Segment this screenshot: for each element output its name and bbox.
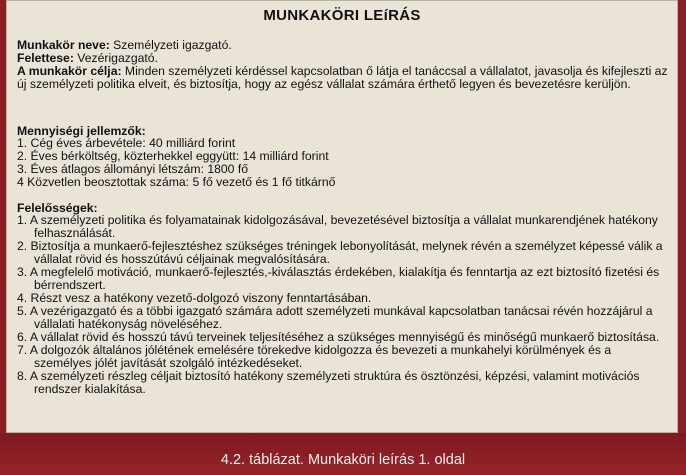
superior-label: Felettese: <box>17 51 74 65</box>
job-description-panel <box>6 0 678 433</box>
responsibility-item: 3. A megfelelő motiváció, munkaerő-fejlesztés,-kiválasztás érdekében, kialakítja és fenntartja az ezt biztosító fizetési és bérrendszert. <box>17 265 660 292</box>
superior-value: Vezérigazgató. <box>73 51 158 65</box>
quantitative-item: 3. Éves átlagos állományi létszám: 1800 fő <box>17 162 249 176</box>
purpose-value: Minden személyzeti kérdéssel kapcsolatban ő látja el tanáccsal a vállalatot, javasolja és kifejleszti az új személyzeti politika elveit, és biztosítja, hogy az egész vállalat számára érthető legyen és bevezetésre kerüljön. <box>17 64 668 92</box>
responsibility-item: 6. A vállalat rövid és hosszú távú terveinek teljesítéséhez a szükséges mennyiségű és minőségű munkaerő biztosítása. <box>17 330 660 344</box>
responsibilities-heading: Felelősségek: <box>17 201 98 215</box>
document-title: MUNKAKÖRI LEíRÁS <box>263 7 421 24</box>
responsibility-item: 4. Részt vesz a hatékony vezető-dolgozó viszony fenntartásában. <box>17 291 372 305</box>
job-title-value: Személyzeti igazgató. <box>109 38 232 52</box>
quantitative-heading: Mennyiségi jellemzők: <box>17 124 146 138</box>
purpose-label: A munkakör célja: <box>17 64 122 78</box>
job-title-label: Munkakör neve: <box>17 38 110 52</box>
responsibility-item: 1. A személyzeti politika és folyamatainak kidolgozásával, bevezetésével biztosítja a vállalat munkarendjének hatékony felhasználását. <box>17 213 658 240</box>
responsibility-item: 8. A személyzeti részleg céljait biztosító hatékony személyzeti struktúra és ösztönzési, képzési, valamint motivációs rendszer kialakítása. <box>17 369 640 396</box>
quantitative-item: 4 Közvetlen beosztottak száma: 5 fő vezető és 1 fő titkárnő <box>17 175 336 189</box>
purpose-paragraph <box>17 65 669 91</box>
responsibility-item: 2. Biztosítja a munkaerő-fejlesztéshez szükséges tréningek lebonyolítását, melynek révén a személyzet képessé válik a vállalat rövid és hosszútávú céljainak megvalósítására. <box>17 239 663 266</box>
responsibility-item: 5. A vezérigazgató és a többi igazgató számára adott személyzeti munkával kapcsolatban tanácsai révén hozzájárul a vállalati hatékonyság növeléséhez. <box>17 304 653 331</box>
quantitative-item: 2. Éves bérköltség, közterhekkel eggyütt: 14 milliárd forint <box>17 149 329 163</box>
responsibilities-list <box>17 214 669 396</box>
responsibility-item: 7. A dolgozók általános jólétének emelésére törekedve kidolgozza és bevezeti a munkahelyi körülmények és a személyes jólét javítását szolgáló intézkedéseket. <box>17 343 612 370</box>
quantitative-item: 1. Cég éves árbevétele: 40 milliárd forint <box>17 136 236 150</box>
quantitative-list <box>17 137 669 189</box>
table-caption: 4.2. táblázat. Munkaköri leírás 1. oldal <box>220 452 466 468</box>
